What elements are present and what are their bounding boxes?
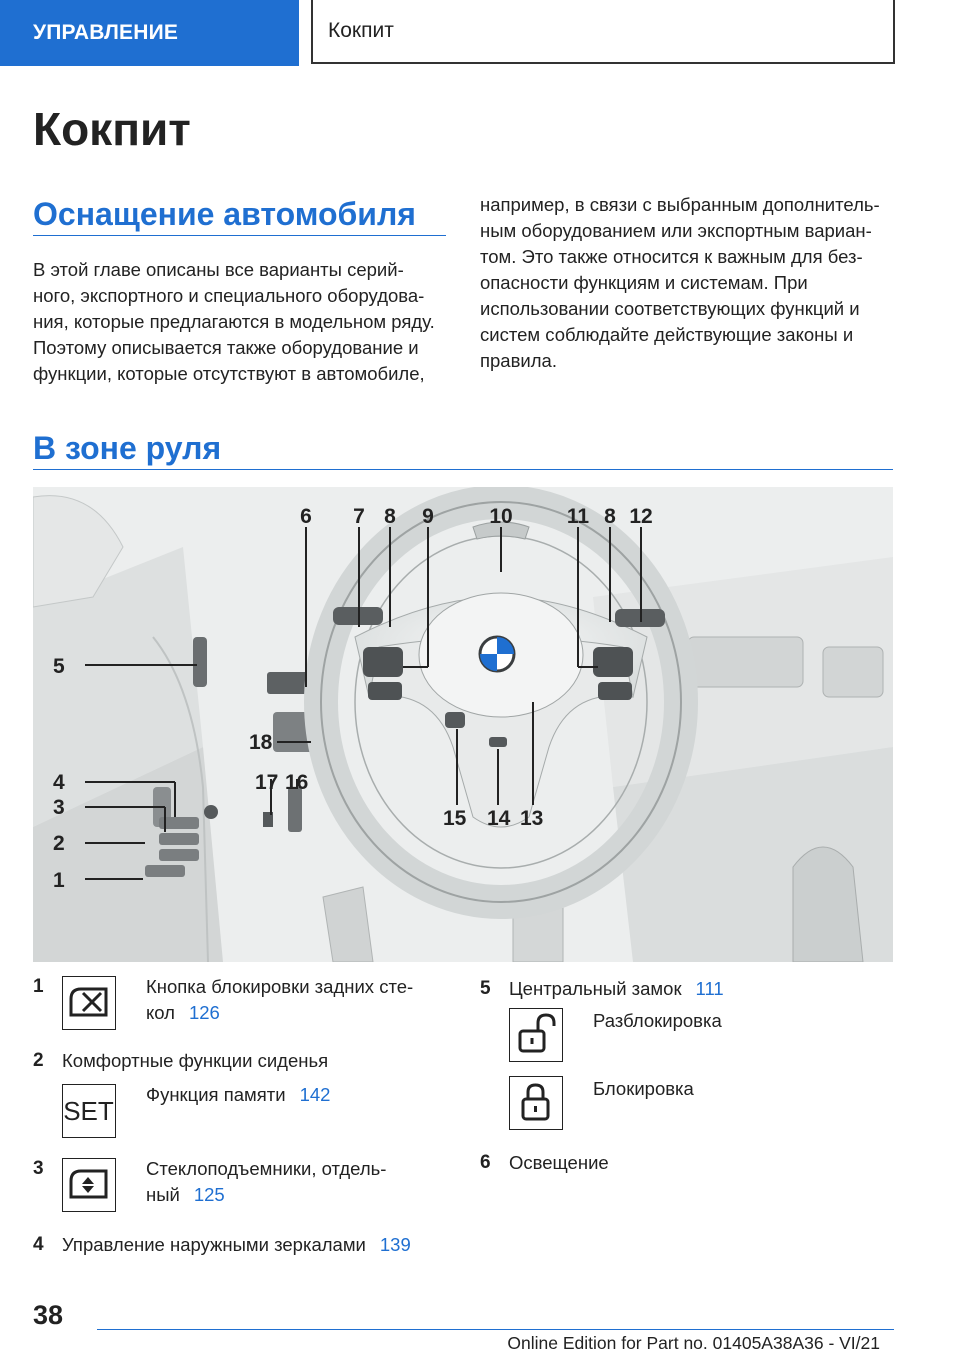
section-tab: УПРАВЛЕНИЕ xyxy=(0,0,299,66)
callout-12: 12 xyxy=(629,505,653,528)
callout-7: 7 xyxy=(353,505,365,528)
callout-14: 14 xyxy=(487,807,511,830)
item-3-text: Стеклоподъемники, отдель- ный 125 xyxy=(146,1158,387,1205)
steering-section-title: В зоне руля xyxy=(33,430,222,466)
callout-5: 5 xyxy=(53,655,65,678)
item-4-page-ref[interactable]: 139 xyxy=(379,1234,411,1255)
callout-1: 1 xyxy=(53,869,65,892)
svg-text:SET: SET xyxy=(63,1096,114,1126)
item-3-number: 3 xyxy=(33,1158,44,1179)
item-6-text: Освещение xyxy=(509,1152,609,1173)
item-6-number: 6 xyxy=(480,1152,491,1173)
item-2a-text: Функция памяти 142 xyxy=(146,1084,331,1105)
page-title: Кокпит xyxy=(33,103,191,155)
item-5-text: Центральный замок 111 xyxy=(509,978,724,999)
item-4-number: 4 xyxy=(33,1234,44,1255)
item-5a-text: Разблокировка xyxy=(593,1010,722,1031)
window-lift-icon xyxy=(62,1158,116,1212)
set-memory-icon xyxy=(62,1084,116,1138)
child-window-lock-icon xyxy=(62,976,116,1030)
equipment-text-right: например, в связи с выбранным дополнитель- ным оборудованием или экспортным вариан- том. Это также относится к важным для без- опасности функциям и системам. При использовании соответствующих функций и систем соблюдайте действующие законы и правила. xyxy=(480,194,880,371)
callout-17: 17 xyxy=(255,771,279,794)
equipment-text-left: В этой главе описаны все варианты серий- ного, экспортного и специального оборудова- ния, которые предлагаются в модельном ряду. Поэтому описывается также оборудование и функции, которые отсутствуют в автомобиле, xyxy=(33,259,435,384)
item-3-page-ref[interactable]: 125 xyxy=(193,1184,225,1205)
callout-2: 2 xyxy=(53,832,65,855)
callout-8-right: 8 xyxy=(604,505,616,528)
callout-13: 13 xyxy=(520,807,544,830)
unlock-icon xyxy=(509,1008,563,1062)
callout-3: 3 xyxy=(53,796,65,819)
item-2-text: Комфортные функции сиденья xyxy=(62,1050,329,1071)
item-1-number: 1 xyxy=(33,976,44,997)
callout-9: 9 xyxy=(422,505,434,528)
equipment-title-rule xyxy=(33,235,446,236)
item-4-text: Управление наружными зеркалами 139 xyxy=(62,1234,411,1255)
steering-title-rule xyxy=(33,469,893,470)
callout-10: 10 xyxy=(489,505,513,528)
cockpit-illustration xyxy=(33,487,893,962)
callout-18: 18 xyxy=(249,731,273,754)
item-2a-page-ref[interactable]: 142 xyxy=(299,1084,331,1105)
callout-4: 4 xyxy=(53,771,65,794)
item-5-number: 5 xyxy=(480,978,491,999)
callout-16: 16 xyxy=(285,771,309,794)
item-5-page-ref[interactable]: 111 xyxy=(695,978,724,999)
footer-edition: Online Edition for Part no. 01405A38A36 - VI/21 xyxy=(507,1333,880,1353)
item-1-text: Кнопка блокировки задних сте- кол 126 xyxy=(146,976,414,1023)
callout-6: 6 xyxy=(300,505,312,528)
chapter-header: Кокпит xyxy=(311,0,895,64)
callout-11: 11 xyxy=(566,505,590,528)
callout-15: 15 xyxy=(443,807,467,830)
item-5b-text: Блокировка xyxy=(593,1078,694,1099)
item-2-number: 2 xyxy=(33,1050,44,1071)
page-number: 38 xyxy=(33,1300,64,1330)
footer-rule xyxy=(97,1329,894,1330)
callout-8-left: 8 xyxy=(384,505,396,528)
item-1-page-ref[interactable]: 126 xyxy=(188,1002,220,1023)
equipment-section-title: Оснащение автомобиля xyxy=(33,196,416,232)
lock-icon xyxy=(509,1076,563,1130)
